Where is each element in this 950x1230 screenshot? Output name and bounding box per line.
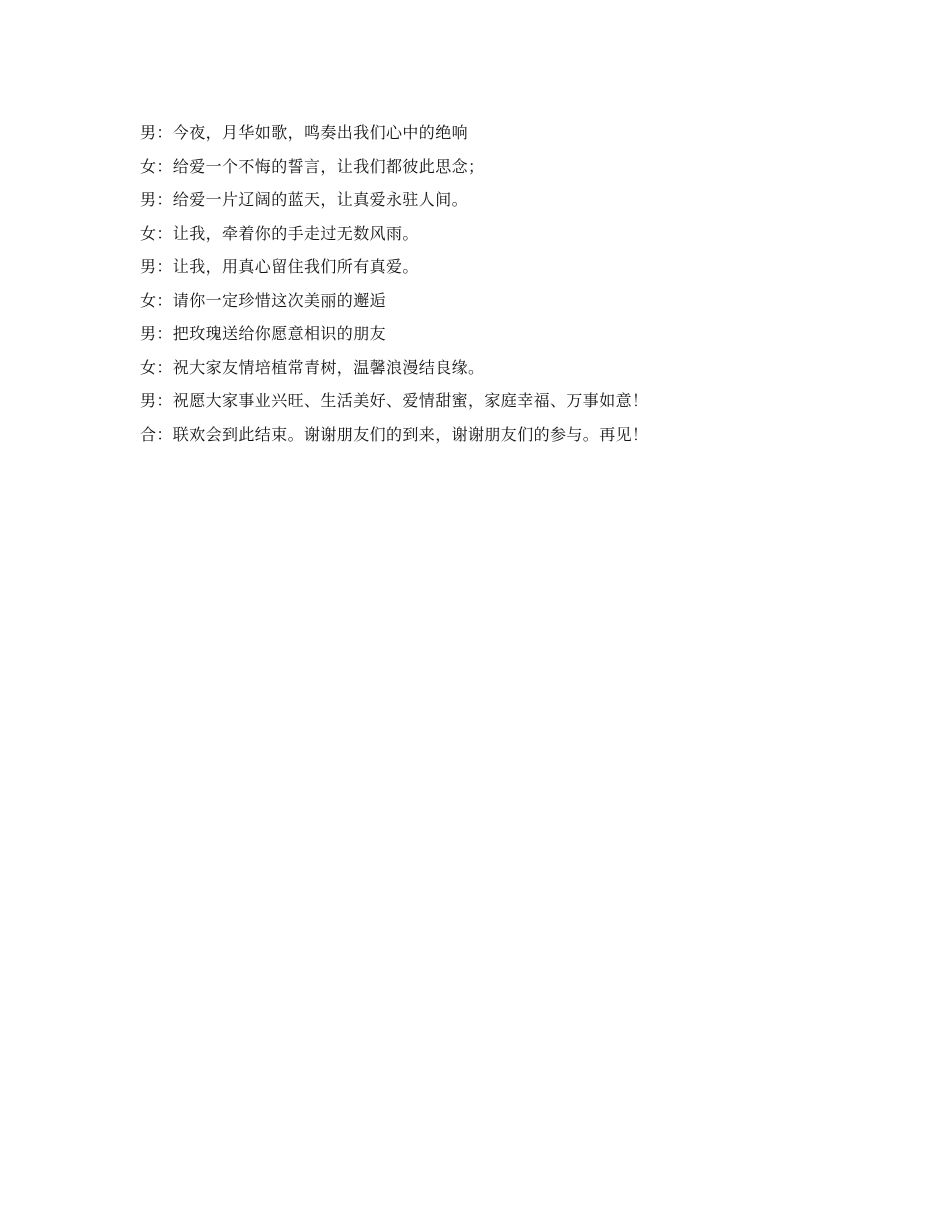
dialogue-line: 男：让我，用真心留住我们所有真爱。 — [140, 257, 419, 276]
dialogue-line: 女：祝大家友情培植常青树，温馨浪漫结良缘。 — [140, 357, 485, 377]
dialogue-line: 女：给爱一个不悔的誓言，让我们都彼此思念； — [140, 156, 485, 176]
dialogue-line: 女：请你一定珍惜这次美丽的邂逅 — [140, 290, 387, 310]
dialogue-line: 合：联欢会到此结束。谢谢朋友们的到来，谢谢朋友们的参与。再见！ — [140, 424, 649, 444]
dialogue-line: 男：祝愿大家事业兴旺、生活美好、爱情甜蜜，家庭幸福、万事如意！ — [140, 391, 649, 410]
dialogue-script — [140, 116, 840, 451]
dialogue-line: 男：今夜，月华如歌，鸣奏出我们心中的绝响 — [140, 123, 469, 142]
dialogue-line: 男：把玫瑰送给你愿意相识的朋友 — [140, 324, 387, 343]
dialogue-line: 女：让我，牵着你的手走过无数风雨。 — [140, 223, 419, 243]
dialogue-line: 男：给爱一片辽阔的蓝天，让真爱永驻人间。 — [140, 190, 469, 209]
